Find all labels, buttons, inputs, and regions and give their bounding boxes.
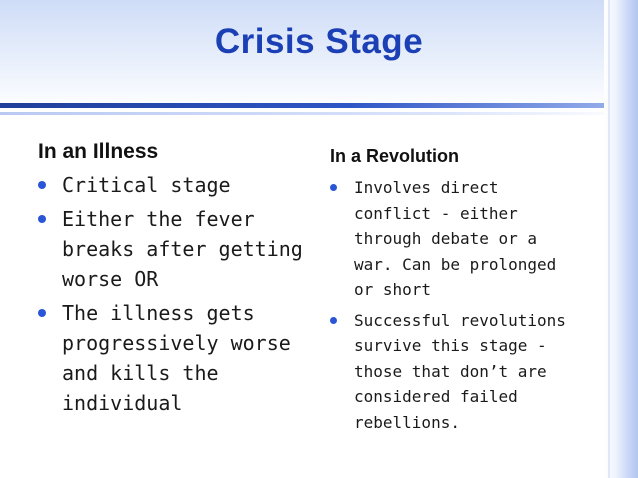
bullet-dot-icon [330, 317, 337, 324]
bullet-item [330, 175, 585, 303]
bullet-text: Successful revolutions survive this stage - those that don’t are considered failed rebellions. [354, 310, 566, 432]
title-underline-rule [0, 103, 638, 108]
bullet-item [330, 308, 585, 436]
illness-column [38, 140, 310, 422]
bullet-dot-icon [38, 215, 46, 223]
revolution-bullet-list [330, 175, 585, 435]
slide-title: Crisis Stage [214, 22, 424, 61]
bullet-dot-icon [38, 181, 46, 189]
illness-bullet-list [38, 170, 310, 418]
bullet-text: Involves direct conflict - either through debate or a war. Can be prolonged or short [354, 178, 557, 299]
bullet-dot-icon [38, 309, 46, 317]
bullet-item [38, 298, 310, 418]
bullet-item [38, 204, 310, 294]
title-underline-shadow [0, 112, 638, 115]
bullet-text: Critical stage [62, 173, 231, 197]
right-edge-line [608, 0, 610, 478]
revolution-heading: In a Revolution [330, 146, 460, 166]
bullet-item [38, 170, 310, 200]
illness-heading: In an Illness [38, 140, 159, 163]
revolution-column [330, 146, 585, 440]
bullet-dot-icon [330, 184, 337, 191]
bullet-text: Either the fever breaks after getting worse OR [62, 207, 303, 291]
bullet-text: The illness gets progressively worse and kills the individual [62, 301, 291, 415]
